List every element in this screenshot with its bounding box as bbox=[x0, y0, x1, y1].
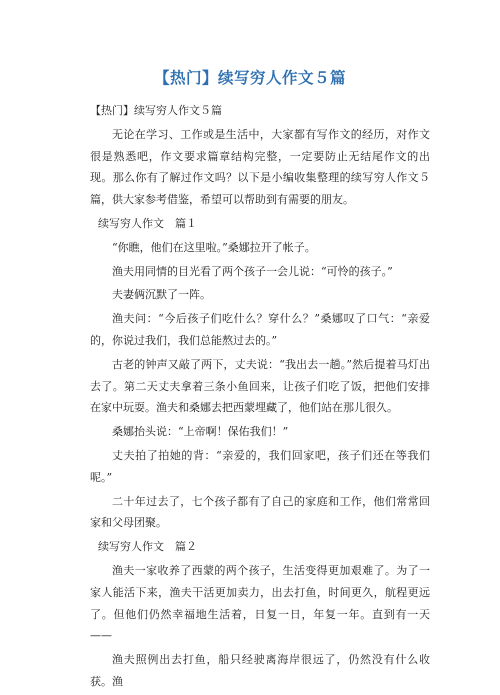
lead-line: 【热门】续写穷人作文５篇 bbox=[90, 104, 222, 117]
paragraph: 渔夫用同情的目光看了两个孩子一会儿说：“可怜的孩子。” bbox=[112, 264, 393, 278]
paragraph: 渔夫问：“今后孩子们吃什么？穿什么？”桑娜叹了口气：“亲爱的，你说过我们，我们总能熬过去的。” bbox=[90, 312, 430, 347]
paragraph: 丈夫拍了拍她的背：“亲爱的，我们回家吧，孩子们还在等我们呢。” bbox=[90, 448, 430, 484]
section-heading: 续写穷人作文 篇１ bbox=[98, 216, 197, 230]
intro-paragraph: 无论在学习、工作或是生活中，大家都有写作文的经历，对作文很是熟悉吧，作文要求篇章结构完整，一定要防止无结尾作文的出现。那么你有了解过作文吗？以下是小编收集整理的续写穷人作文５篇，供大家参考借鉴，希望可以帮助到有需要的朋友。 bbox=[90, 127, 430, 207]
paragraph: “你瞧，他们在这里啦。”桑娜拉开了帐子。 bbox=[112, 240, 316, 254]
paragraph: 渔夫一家收养了西蒙的两个孩子，生活变得更加艰难了。为了一家人能活下来，渔夫干活更加卖力，出去打鱼，时间更久，航程更远了。但他们仍然幸福地生活着，日复一日，年复一年。直到有一天—— bbox=[90, 563, 430, 643]
paragraph: 古老的钟声又敲了两下，丈夫说：“我出去一趟。”然后提着马灯出去了。第二天丈夫拿着三条小鱼回来，让孩子们吃了饭，把他们安排在家中玩耍。渔夫和桑娜去把西蒙埋藏了，他们站在那儿很久。 bbox=[90, 357, 430, 415]
document-body bbox=[90, 100, 430, 695]
paragraph: 渔夫照例出去打鱼，船只经驶离海岸很远了，仍然没有什么收获。渔 bbox=[90, 653, 430, 688]
section-heading: 续写穷人作文 篇２ bbox=[98, 540, 197, 554]
paragraph: 夫妻俩沉默了一阵。 bbox=[112, 288, 211, 302]
paragraph: 桑娜抬头说：“上帝啊！保佑我们！” bbox=[112, 425, 289, 439]
paragraph: 二十年过去了，七个孩子都有了自己的家庭和工作，他们常常回家和父母团聚。 bbox=[90, 494, 430, 530]
document-title: 【热门】续写穷人作文５篇 bbox=[153, 69, 346, 87]
